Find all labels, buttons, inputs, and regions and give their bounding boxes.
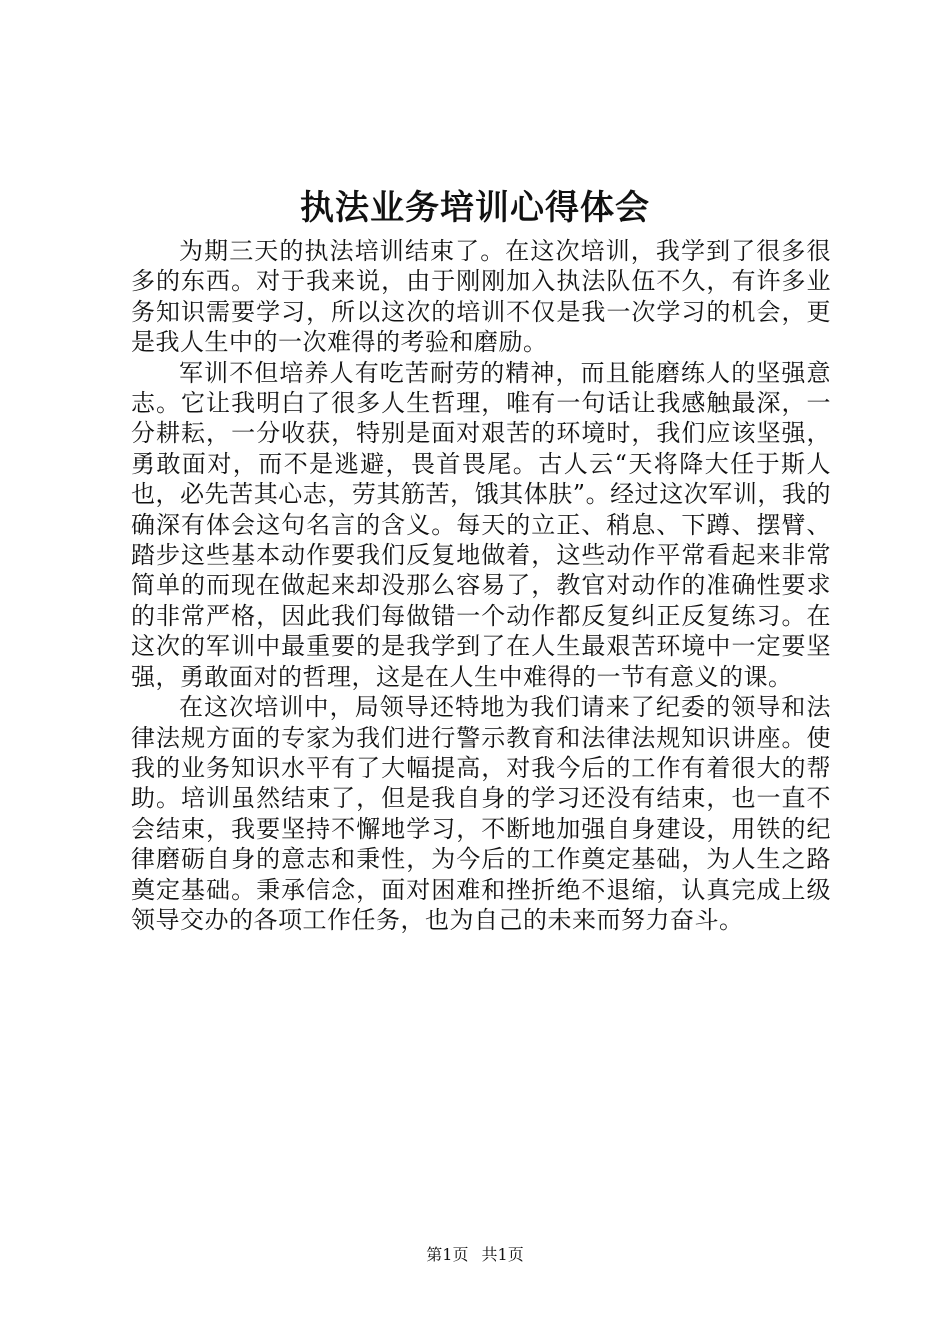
paragraph-2: 军训不但培养人有吃苦耐劳的精神，而且能磨练人的坚强意志。它让我明白了很多人生哲理，唯有一句话让我感触最深，一分耕耘，一分收获，特别是面对艰苦的环境时，我们应该坚强，勇敢面对，而不是逃避，畏首畏尾。古人云“天将降大任于斯人也，必先苦其心志，劳其筋苦，饿其体肤”。经过这次军训，我的确深有体会这句名言的含义。每天的立正、稍息、下蹲、摆臂、踏步这些基本动作要我们反复地做着，这些动作平常看起来非常简单的而现在做起来却没那么容易了，教官对动作的准确性要求的非常严格，因此我们每做错一个动作都反复纠正反复练习。在这次的军训中最重要的是我学到了在人生最艰苦环境中一定要坚强，勇敢面对的哲理，这是在人生中难得的一节有意义的课。: [131, 358, 831, 691]
page-footer: [0, 1243, 950, 1267]
paragraph-1: 为期三天的执法培训结束了。在这次培训，我学到了很多很多的东西。对于我来说，由于刚刚加入执法队伍不久，有许多业务知识需要学习，所以这次的培训不仅是我一次学习的机会，更是我人生中的一次难得的考验和磨励。: [131, 237, 831, 357]
page-total: 共1页: [481, 1245, 524, 1264]
document-body: [131, 236, 831, 935]
document-title: 执法业务培训心得体会: [300, 188, 650, 228]
page-number: 第1页: [426, 1245, 469, 1264]
paragraph-3: 在这次培训中，局领导还特地为我们请来了纪委的领导和法律法规方面的专家为我们进行警示教育和法律法规知识讲座。使我的业务知识水平有了大幅提高，对我今后的工作有着很大的帮助。培训虽然结束了，但是我自身的学习还没有结束，也一直不会结束，我要坚持不懈地学习，不断地加强自身建设，用铁的纪律磨砺自身的意志和秉性，为今后的工作奠定基础，为人生之路奠定基础。秉承信念，面对困难和挫折绝不退缩，认真完成上级领导交办的各项工作任务，也为自己的未来而努力奋斗。: [131, 693, 831, 934]
